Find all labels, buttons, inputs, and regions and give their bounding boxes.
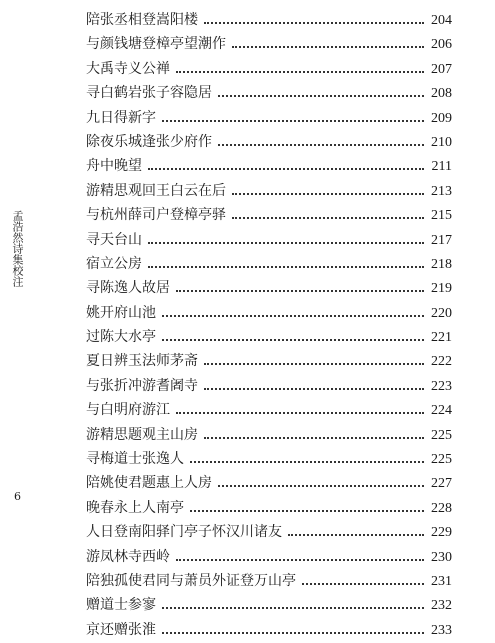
toc-entry[interactable] [86,374,452,398]
book-title: 孟浩然诗集校注 [11,210,24,287]
toc-entry-title: 陪姚使君题惠上人房 [86,475,212,492]
toc-entry-page: 211 [431,159,452,175]
toc-entry-title: 过陈大水亭 [86,329,156,346]
dot-leader [148,242,424,244]
toc-entry[interactable] [86,57,452,81]
toc-entry[interactable] [86,325,452,349]
toc-entry-page: 222 [431,354,452,370]
toc-entry-title: 游精思观回王白云在后 [86,182,226,199]
dot-leader [204,363,424,365]
dot-leader [232,217,424,219]
toc-entry-title: 游精思题观主山房 [86,426,198,443]
toc-entry[interactable] [86,569,452,593]
toc-entry-title: 赠道士参寥 [86,597,156,614]
dot-leader [218,144,424,146]
dot-leader [218,485,424,487]
dot-leader [190,510,424,512]
toc-entry-title: 游凤林寺西岭 [86,548,170,565]
toc-entry[interactable] [86,154,452,178]
toc-entry-page: 217 [431,232,452,248]
toc-entry-page: 207 [431,61,452,77]
dot-leader [190,461,424,463]
toc-entry-title: 与杭州薛司户登樟亭驿 [86,207,226,224]
toc-entry-page: 218 [431,256,452,272]
toc-entry[interactable] [86,179,452,203]
toc-entry-page: 220 [431,305,452,321]
toc-entry[interactable] [86,32,452,56]
toc-entry-page: 215 [431,208,452,224]
toc-entry[interactable] [86,593,452,617]
toc-entry-page: 227 [431,476,452,492]
toc-entry-page: 210 [431,134,452,150]
dot-leader [232,193,424,195]
toc-entry-page: 224 [431,403,452,419]
toc-entry[interactable] [86,252,452,276]
toc-entry-page: 206 [431,37,452,53]
dot-leader [288,534,424,536]
toc-entry-title: 寻陈逸人故居 [86,280,170,297]
toc-entry-title: 寻白鹤岩张子容隐居 [86,85,212,102]
dot-leader [162,607,424,609]
toc-entry[interactable] [86,301,452,325]
toc-entry-title: 姚开府山池 [86,304,156,321]
toc-entry-title: 九日得新字 [86,109,156,126]
toc-entry-title: 舟中晚望 [86,158,142,175]
dot-leader [204,437,424,439]
toc-entry-title: 人日登南阳驿门亭子怀汉川诸友 [86,524,282,541]
dot-leader [162,315,424,317]
dot-leader [162,120,424,122]
toc-entry-page: 229 [431,525,452,541]
dot-leader [148,266,424,268]
toc-entry-page: 225 [431,427,452,443]
toc-entry[interactable] [86,8,452,32]
dot-leader [176,559,424,561]
dot-leader [148,168,424,170]
dot-leader [176,412,424,414]
toc-entry-page: 225 [431,452,452,468]
toc-entry-title: 夏日辨玉法师茅斋 [86,353,198,370]
toc-entry[interactable] [86,471,452,495]
toc-entry[interactable] [86,447,452,471]
toc-entry[interactable] [86,349,452,373]
dot-leader [232,46,424,48]
toc-entry-title: 京还赠张淮 [86,621,156,638]
toc-entry[interactable] [86,228,452,252]
dot-leader [204,388,424,390]
toc-entry-page: 232 [431,598,452,614]
dot-leader [176,290,424,292]
toc-entry-page: 208 [431,86,452,102]
toc-entry-title: 晚春永上人南亭 [86,499,184,516]
toc-entry-title: 寻梅道士张逸人 [86,451,184,468]
toc-entry[interactable] [86,81,452,105]
dot-leader [176,71,424,73]
toc-entry-title: 大禹寺义公禅 [86,60,170,77]
toc-entry-page: 219 [431,281,452,297]
toc-entry[interactable] [86,203,452,227]
toc-entry-title: 陪独孤使君同与萧员外证登万山亭 [86,572,296,589]
toc-entry[interactable] [86,106,452,130]
toc-entry-page: 223 [431,378,452,394]
page-number: 6 [14,490,21,503]
toc-entry[interactable] [86,520,452,544]
dot-leader [218,95,424,97]
toc-entry-page: 209 [431,110,452,126]
dot-leader [162,632,424,634]
toc-entry-title: 陪张丞相登嵩阳楼 [86,12,198,28]
toc-entry-page: 213 [431,183,452,199]
toc-entry-page: 231 [431,573,452,589]
toc-entry-title: 与白明府游江 [86,402,170,419]
toc-entry[interactable] [86,130,452,154]
toc-entry-page: 230 [431,549,452,565]
toc-entry-page: 228 [431,500,452,516]
toc-entry[interactable] [86,545,452,569]
dot-leader [302,583,424,585]
toc-entry[interactable] [86,398,452,422]
toc-entry[interactable] [86,618,452,642]
toc-entry-page: 204 [431,13,452,28]
toc-entry-title: 与颜钱塘登樟亭望潮作 [86,36,226,53]
toc-entry-title: 与张折冲游耆阇寺 [86,377,198,394]
toc-entry-page: 233 [431,622,452,638]
dot-leader [162,339,424,341]
toc-entry-page: 221 [431,330,452,346]
toc-entry[interactable] [86,276,452,300]
toc-entry[interactable] [86,496,452,520]
toc-entry[interactable] [86,423,452,447]
toc-entry-title: 除夜乐城逢张少府作 [86,133,212,150]
dot-leader [204,22,424,24]
toc-entry-title: 寻天台山 [86,231,142,248]
table-of-contents [86,8,452,642]
toc-entry-title: 宿立公房 [86,255,142,272]
